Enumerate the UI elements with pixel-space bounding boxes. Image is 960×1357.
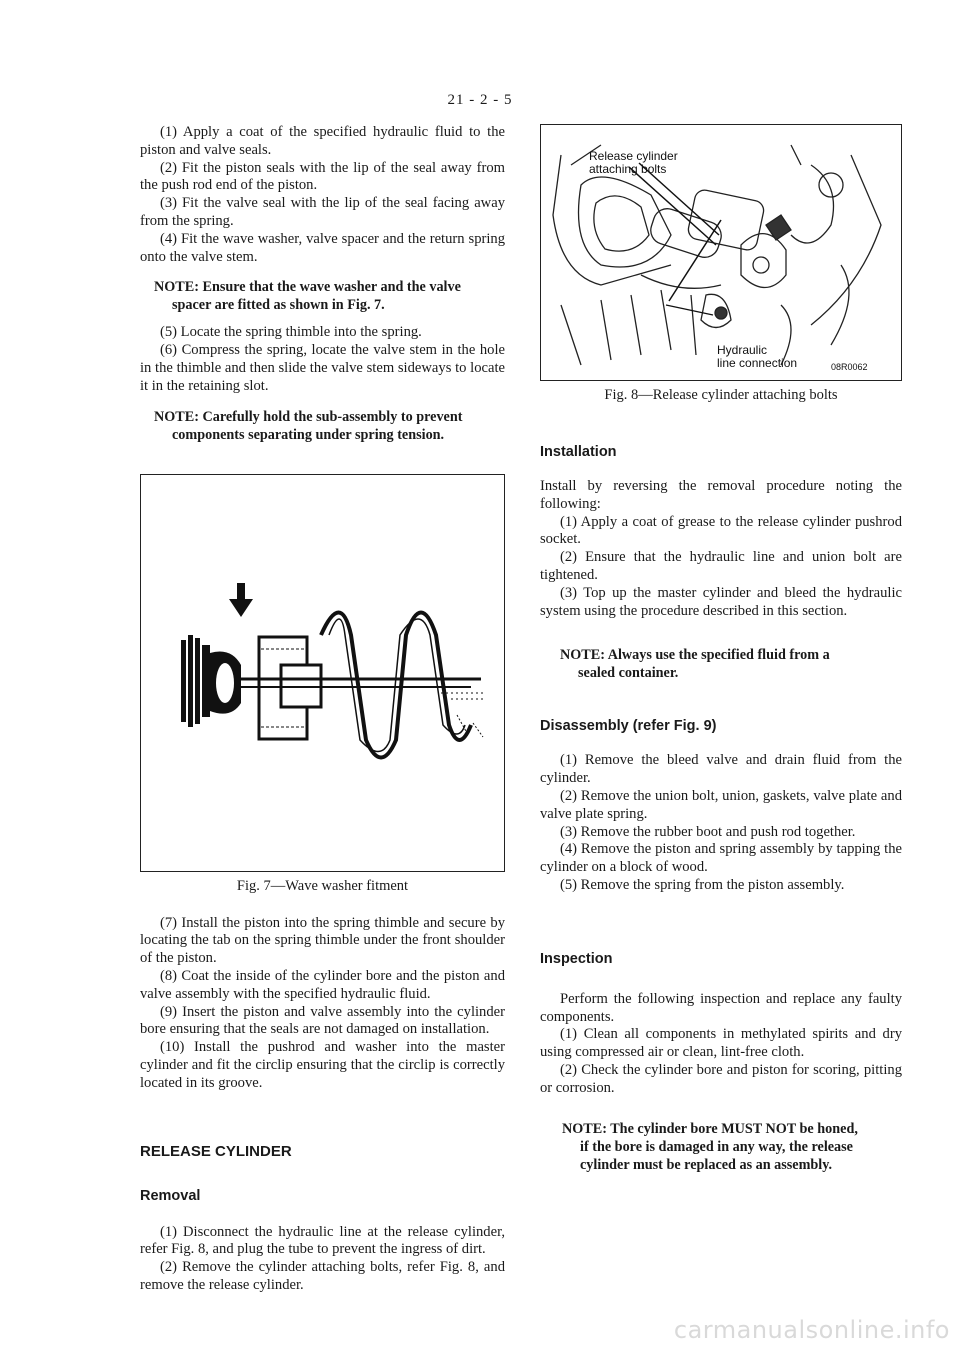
figure-8-release-cylinder <box>540 124 902 381</box>
paragraph: (4) Fit the wave washer, valve spacer and the return spring onto the valve stem. <box>140 230 505 265</box>
paragraph: (1) Apply a coat of grease to the release cylinder pushrod socket. <box>540 513 902 548</box>
paragraph: (1) Remove the bleed valve and drain fluid from the cylinder. <box>540 752 902 787</box>
note-line: components separating under spring tension. <box>172 426 445 443</box>
inspection-steps <box>540 991 902 1098</box>
paragraph: (8) Coat the inside of the cylinder bore and the piston and valve assembly with the specified hydraulic fluid. <box>140 967 505 1002</box>
paragraph: (2) Fit the piston seals with the lip of the seal away from the push rod end of the piston. <box>140 159 505 194</box>
note-specified-fluid <box>560 646 902 682</box>
page-number: 21 - 2 - 5 <box>447 92 513 108</box>
paragraph: (1) Clean all components in methylated spirits and dry using compressed air or clean, lint-free cloth. <box>540 1026 902 1061</box>
release-cylinder-diagram <box>541 125 901 380</box>
note-line: cylinder must be replaced as an assembly. <box>580 1156 833 1173</box>
note-line: NOTE: Carefully hold the sub-assembly to prevent <box>154 408 463 425</box>
paragraph: (4) Remove the piston and spring assembly by tapping the cylinder on a block of wood. <box>540 841 902 876</box>
paragraph: (2) Check the cylinder bore and piston for scoring, pitting or corrosion. <box>540 1061 902 1096</box>
removal-steps <box>140 1224 505 1295</box>
paragraph: (3) Remove the rubber boot and push rod together. <box>560 823 856 840</box>
wave-washer-diagram <box>141 475 504 871</box>
paragraph: (7) Install the piston into the spring thimble and secure by locating the tab on the spring thimble under the front shoulder of the piston. <box>140 914 505 967</box>
note-cylinder-bore <box>562 1120 902 1174</box>
watermark-logo: carmanualsonline.info <box>673 1316 950 1344</box>
right-column <box>540 124 902 1174</box>
paragraph: Install by reversing the removal procedure noting the following: <box>540 478 902 512</box>
paragraph: (1) Disconnect the hydraulic line at the release cylinder, refer Fig. 8, and plug the tube to prevent the ingress of dirt. <box>140 1223 505 1258</box>
installation-steps <box>540 478 902 620</box>
steps-7-10 <box>140 915 505 1093</box>
paragraph: (2) Remove the cylinder attaching bolts, refer Fig. 8, and remove the release cylinder. <box>140 1259 505 1293</box>
note-sub-assembly <box>154 408 505 444</box>
paragraph: (2) Remove the union bolt, union, gaskets, valve plate and valve plate spring. <box>540 787 902 822</box>
subheading-inspection: Inspection <box>540 950 613 967</box>
paragraph: (3) Top up the master cylinder and bleed the hydraulic system using the procedure described in this section. <box>540 584 902 619</box>
fig8-label-line-2: line connection <box>717 356 798 370</box>
paragraph: (5) Remove the spring from the piston assembly. <box>560 876 845 893</box>
paragraph: (10) Install the pushrod and washer into the master cylinder and fit the circlip ensuring that the circlip is correctly located in its groove. <box>140 1039 505 1091</box>
paragraph: Perform the following inspection and replace any faulty components. <box>540 990 902 1025</box>
note-line: sealed container. <box>578 665 679 682</box>
fig8-label-line-1: Hydraulic <box>717 343 768 357</box>
paragraph: (3) Fit the valve seal with the lip of the seal facing away from the spring. <box>140 195 505 229</box>
section-heading-release-cylinder: RELEASE CYLINDER <box>140 1142 292 1160</box>
paragraph: (2) Ensure that the hydraulic line and union bolt are tightened. <box>540 549 902 583</box>
paragraph: (6) Compress the spring, locate the valve stem in the hole in the thimble and then slide the valve stem sideways to locate it in the retaining slot. <box>140 342 505 394</box>
subheading-disassembly: Disassembly (refer Fig. 9) <box>540 718 717 735</box>
figure-7-wave-washer <box>140 474 505 872</box>
paragraph: (5) Locate the spring thimble into the spring. <box>160 324 422 341</box>
fig8-code: 08R0062 <box>831 362 868 372</box>
figure-8-caption: Fig. 8—Release cylinder attaching bolts <box>604 387 838 403</box>
fig8-label-bolts-2: attaching bolts <box>589 162 667 176</box>
note-line: spacer are fitted as shown in Fig. 7. <box>172 297 385 314</box>
note-wave-washer <box>154 278 505 314</box>
disassembly-steps <box>540 752 902 894</box>
subheading-removal: Removal <box>140 1187 201 1204</box>
note-line: if the bore is damaged in any way, the release <box>580 1138 853 1155</box>
note-line: NOTE: Ensure that the wave washer and the valve <box>154 279 461 296</box>
paragraph: (9) Insert the piston and valve assembly into the cylinder bore ensuring that the seals are not damaged on installation. <box>140 1003 505 1038</box>
fig8-label-bolts-1: Release cylinder <box>589 149 678 163</box>
subheading-installation: Installation <box>540 444 617 460</box>
note-line: NOTE: The cylinder bore MUST NOT be honed, <box>562 1120 858 1137</box>
left-column <box>140 124 505 1295</box>
paragraph: (1) Apply a coat of the specified hydraulic fluid to the piston and valve seals. <box>140 124 505 158</box>
note-line: NOTE: Always use the specified fluid from a <box>560 647 830 664</box>
figure-7-caption: Fig. 7—Wave washer fitment <box>236 877 409 894</box>
